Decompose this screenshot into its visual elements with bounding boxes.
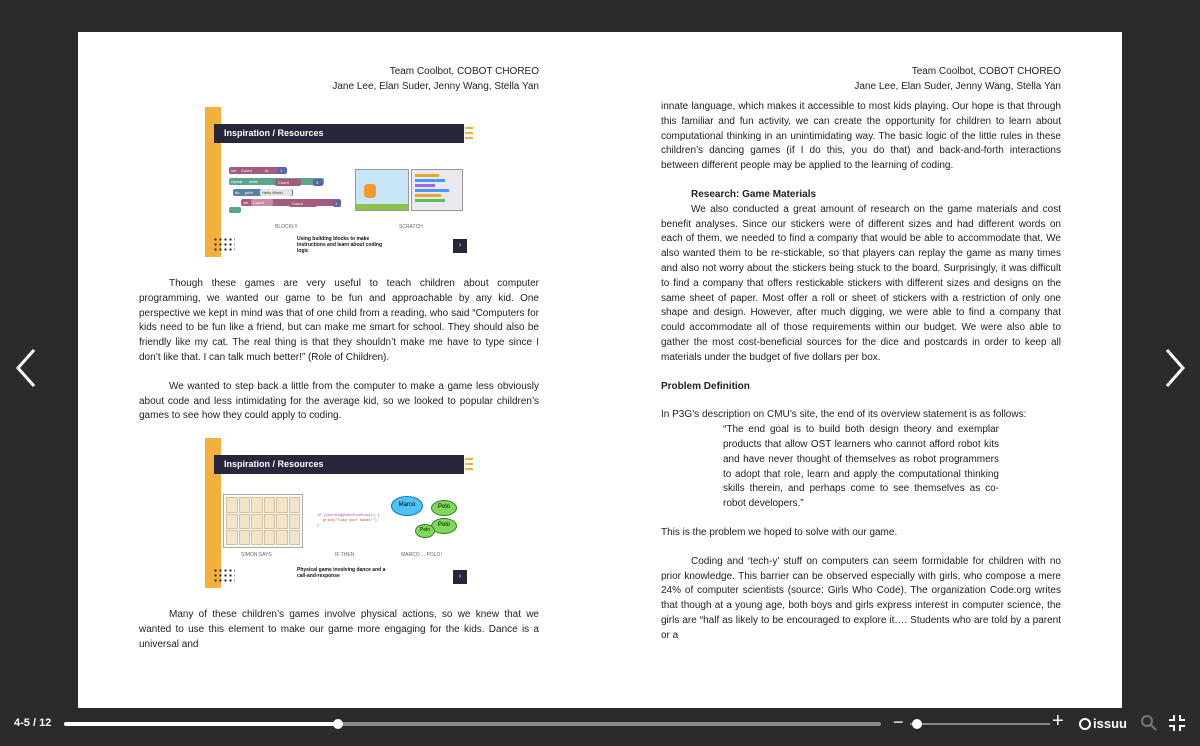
page-spread bbox=[78, 32, 1122, 708]
zoom-out-button[interactable]: − bbox=[893, 712, 904, 732]
slide-next-icon: › bbox=[453, 570, 467, 584]
exit-fullscreen-button[interactable] bbox=[1168, 714, 1186, 732]
paragraph: Though these games are very useful to teach children about computer programming, we wanted our game to be fun and approachable by any kid. One perspective we kept in mind was that of one child from a reading, who said “Computers for kids need to be fun like a friend, but can make me smart for school. They should also be friendly like my cat. The real thing is that they shouldn’t make me have to type since I don’t like that. I can talk much better!” (Role of Children). bbox=[139, 278, 539, 363]
page-header bbox=[139, 64, 539, 94]
team-name: Team Coolbot, COBOT CHOREO bbox=[911, 66, 1061, 77]
author-names: Jane Lee, Elan Suder, Jenny Wang, Stella Yan bbox=[854, 81, 1061, 92]
slide-caption: Using building blocks to make instructions and learn about coding logic bbox=[297, 236, 383, 254]
slide-title: Inspiration / Resources bbox=[214, 455, 464, 474]
exit-fullscreen-icon bbox=[1168, 714, 1186, 732]
slide-label-blockly: BLOCKLY bbox=[275, 224, 298, 230]
next-page-button[interactable] bbox=[1161, 346, 1189, 390]
slide-caption: Physical game involving dance and a call-and-response bbox=[297, 567, 386, 580]
search-button[interactable] bbox=[1140, 714, 1158, 732]
slide-label-marco-polo: MARCO ... POLO! bbox=[401, 552, 442, 559]
paragraph: In P3G’s description on CMU’s site, the end of its overview statement is as follows: bbox=[661, 409, 1027, 421]
author-names: Jane Lee, Elan Suder, Jenny Wang, Stella Yan bbox=[332, 81, 539, 92]
slide-label-if-then: IF THEN bbox=[335, 552, 355, 559]
paragraph: We also conducted a great amount of research on the game materials and cost benefit analyses. Since our stickers were of different sizes and had different words on each of them, we needed to find a company that would be able to accommodate that. We also wanted them to be re-stickable, so that players can replay the game as many times and also not worry about the stickers being stuck to the board. Surprisingly, it was difficult to find a company that offers restickable stickers with different sizes and designs on the same sheet of paper. Most offer a roll or sheet of stickers with a restriction of only one shape and design. However, after much digging, we were able to find a company that could accommodate all of those requirements within our budget. We were also able to gather the most cost-beneficial sources for the dice and postcards in order to keep all materials under the budget of five dollars per box. bbox=[661, 203, 1061, 363]
slide-image-childrens-games: Inspiration / Resources if (youreHappyAndYouKnowIt) { print("Clap your hands!") } Marco Polo Polo Polo SIMON SAYS IF THEN MARCO ... POLO! Physical game involving dance and a call-and-response › bbox=[205, 438, 473, 588]
paragraph: innate language, which makes it accessible to most kids playing. Our hope is that through this familiar and fun activity, we can create the opportunity for children to learn about computational thinking in an unintimidating way. The basic logic of the little rules in these children’s dancing games (if I do this, you do that) and back-and-forth interactions between different people may be applied to the learning of coding. bbox=[661, 101, 1061, 172]
paragraph: Coding and ‘tech-y’ stuff on computers can seem formidable for children with no prior knowledge. This barrier can be observed especially with girls, who compose a mere 24% of computer scientists (source: Girls Who Code). The organization Code.org writes that though at a young age, both boys and girls express interest in computer science, the girls are “half as likely to be encouraged to explore it…. Students who are told by a parent or a bbox=[661, 555, 1061, 641]
scrubber-handle[interactable] bbox=[333, 719, 343, 729]
slide-label-simon-says: SIMON SAYS bbox=[241, 552, 272, 559]
zoom-slider-handle[interactable] bbox=[912, 719, 922, 729]
paragraph: We wanted to step back a little from the computer to make a game less obviously about code and less intimidating for the average kid, so we looked to popular children’s games to see how they could apply to coding. bbox=[139, 380, 539, 422]
chevron-left-icon bbox=[12, 346, 40, 390]
zoom-slider[interactable] bbox=[910, 723, 1050, 725]
right-page bbox=[600, 32, 1122, 708]
search-icon bbox=[1140, 714, 1158, 732]
scrubber-fill bbox=[64, 722, 338, 726]
zoom-in-button[interactable]: + bbox=[1052, 710, 1064, 732]
paragraph: This is the problem we hoped to solve with our game. bbox=[661, 526, 898, 538]
chevron-right-icon bbox=[1161, 346, 1189, 390]
section-heading: Problem Definition bbox=[661, 380, 750, 392]
left-page bbox=[78, 32, 600, 708]
simon-says-cards bbox=[223, 494, 303, 548]
previous-page-button[interactable] bbox=[12, 346, 40, 390]
page-indicator: 4-5 / 12 bbox=[14, 717, 52, 729]
issuu-logo[interactable]: issuu bbox=[1079, 716, 1127, 731]
page-scrubber[interactable] bbox=[64, 722, 881, 726]
slide-image-blockly-scratch: Inspiration / Resources set Count to 1 repeat while Count 3 do print Hello World set Count Count 1 BLOCKLY SCRATCH Using building blocks to make instructions and learn about coding logic › bbox=[205, 107, 473, 257]
block-quote: “The end goal is to build both design theory and exemplar products that allow OST learners who cannot afford robot kits and have never thought of themselves as robot programmers to adopt that role, learn and apply the computational thinking skills therein, and perhaps come to see themselves as co-robot developers.” bbox=[723, 424, 999, 510]
paragraph: Many of these children’s games involve physical actions, so we knew that we wanted to use this element to make our game more engaging for the kids. Dance is a universal and bbox=[139, 609, 539, 650]
issuu-logo-icon bbox=[1079, 718, 1091, 730]
slide-next-icon: › bbox=[453, 239, 467, 253]
section-heading: Research: Game Materials bbox=[691, 188, 817, 200]
team-name: Team Coolbot, COBOT CHOREO bbox=[389, 66, 539, 77]
slide-label-scratch: SCRATCH bbox=[399, 224, 423, 230]
slide-title: Inspiration / Resources bbox=[214, 124, 464, 143]
page-header bbox=[661, 64, 1061, 94]
viewer-toolbar bbox=[0, 708, 1200, 746]
